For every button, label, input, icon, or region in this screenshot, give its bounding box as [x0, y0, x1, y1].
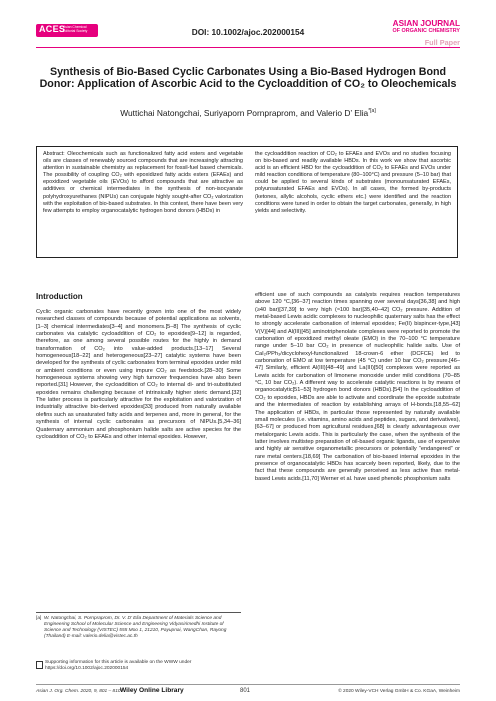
- journal-name-line1: ASIAN JOURNAL: [392, 19, 460, 28]
- footnote-text: W. Natongchai, S. Pornpraprom, Dr. V. D’ Elia Department of Materials Science and Engineering School of Molecular Science and Engineering Vidyasirimedhi Institute of Science and Technology (VISTEC) 555 Moo 1, 21210, Payupnai, WangChan, Rayong (Thailand) E-mail: valerio.delia@vistec.ac.th: [44, 616, 227, 639]
- author-names: Wuttichai Natongchai, Suriyaporn Pornpraprom, and Valerio D’ Elia: [120, 108, 369, 118]
- journal-logo: [393, 20, 460, 34]
- affiliation-footnote: [36, 616, 241, 640]
- wiley-online-library-logo[interactable]: Wiley Online Library: [120, 687, 184, 694]
- header-divider: [36, 47, 460, 48]
- article-title: Synthesis of Bio-Based Cyclic Carbonates Using a Bio-Based Hydrogen Bond Donor: Application of Ascorbic Acid to the Cycloaddition of CO₂ to Oleochemicals: [39, 66, 457, 90]
- doi-link[interactable]: DOI: 10.1002/ajoc.202000154: [191, 27, 305, 37]
- document-icon: [36, 661, 43, 669]
- abstract-right-column: the cycloaddition reaction of CO₂ to EFAEs and EVOs and no studies focusing on bio-based and readily available HBDs. In this work we show that ascorbic acid is an efficient HBD for the cycloaddition of CO₂ to EFAEs and EVOs under mild reaction conditions of temperature (80–100°C) and pressure (5–10 bar) that could be applied to several kinds of substrates (monounsaturated EFAEs, polyunsaturated EFAEs and EVOs). In all cases, the formed by-products (ketones, allylic alcohols, cyclic ethers etc.) were identified and the reaction conditions were tuned in order to obtain the target carbonates, generally, in high yields and selectivity.: [255, 151, 451, 214]
- article-type: Full Paper: [424, 38, 460, 47]
- abstract-left-column: Abstract: Oleochemicals such as functionalized fatty acid esters and vegetable oils are classes of renewably sourced compounds that are increasingly attracting attention in sustainable chemistry as replacement for fossil-fuel based chemicals. The possibility of coupling CO₂ with epoxidized fatty acids esters (EFAEs) and epoxidized vegetable oils (EVOs) to afford compounds that are attractive as additives or chemical intermediates in the synthesis of non-isocyanate polyhydroxyurethanes (NIPUs) can conjugate highly sought-after CO₂ valorization with the exploitation of bio-based substrates. In this context, there have been very few attempts to employ organocatalytic hydrogen bond donors (HBDs) in: [43, 151, 243, 214]
- footnote-label: [a]: [36, 616, 42, 621]
- footer-copyright: © 2020 Wiley-VCH Verlag GmbH & Co. KGaA, Weinheim: [338, 689, 460, 694]
- body-right-column: efficient use of such compounds as catalysts requires reaction temperatures above 120 °C,[36–37] reaction times spanning over several days[36,38] and high (≥40 bar)[37,39] to very high (≈100 bar)[35,40–42] CO₂ pressure. Addition of metal-based Lewis acidic complexes to nucleophilic quaternary salts has the effect to strongly accelerate carbonation of internal epoxides; Fe(II) bispincer-type,[43] V(V)[44] and Al(III)[45] aminotriphenolate complexes were reported to promote the carbonation of epoxidized methyl oleate (EMO) in the 70–100 °C temperature range under 5–10 bar CO₂ in presence of nucleophilic halide salts. Use of CaI₂/PPh₃/dicyclohexyl-functionalized 18-crown-6 ether (DCFCE) led to carbonation of EMO at low temperature (45 °C) under 10 bar CO₂ pressure.[46–47] Similarly, efficient Al(III)[48–49] and La(III)[50] complexes were reported as Lewis acids for carbonation of limonene monoxide under mild conditions (70–85 °C, 10 bar CO₂). A different way to accelerate catalytic reactions is by means of organocatalytic[51–53] hydrogen bond donors (HBDs).[54] In the cycloaddition of CO₂ to epoxides, HBDs are able to activate and coordinate the epoxide substrate and the intermediates of reaction by establishing arrays of H-bonds.[18,55–62] The application of HBDs, in particular those represented by naturally available small molecules (i.e. vitamins, amino acids and peptides, sugars, and derivatives),[63–67] or produced from agricultural residues,[68] is clearly advantageous over metalorganic Lewis acids. This is particularly the case, when the synthesis of the latter involves multistep preparation of oil-based organic ligands, use of expensive and highly air sensitive organometallic precursors or potentially “endangered” or rare metal centers.[18,69] The carbonation of bio-based internal epoxides in the presence of organocatalytic HBDs has scarcely been reported, likely, due to the fact that these compounds are generally perceived as less active than metal-based Lewis acids.[11,70] Werner et al. have used phenolic phosphonium salts: [255, 292, 460, 482]
- author-list: [36, 108, 460, 118]
- footnote-divider: [36, 612, 241, 613]
- abstract-box: [36, 146, 458, 258]
- author-affiliation-marks: *[a]: [368, 108, 376, 115]
- page-number: 801: [240, 688, 251, 694]
- journal-name-line2: OF ORGANIC CHEMISTRY: [392, 28, 460, 34]
- footer-citation: Asian J. Org. Chem. 2020, 9, 801 – 810: [36, 689, 121, 694]
- aces-logo-text: ACES: [39, 24, 66, 34]
- footer-divider: [36, 684, 460, 685]
- introduction-heading: Introduction: [36, 292, 83, 301]
- supporting-info-link[interactable]: Supporting information for this article is available on the WWW under https://doi.org/10.1002/ajoc.202000154: [45, 660, 192, 671]
- body-left-column: Cyclic organic carbonates have recently grown into one of the most widely researched classes of compounds because of potential applications as solvents,[1–3] chemical intermediates[3–4] and monomers.[5–8] The synthesis of cyclic carbonates via catalytic cycloaddition of CO₂ to epoxides[9–12] is regarded, therefore, as one among several possible routes for the highly in demand transformation of CO₂ into value-added products.[13–17] Several homogeneous[18–22] and heterogeneous[23–27] catalytic systems have been developed for the synthesis of cyclic carbonates from terminal epoxides under mild or ambient conditions or even using impure CO₂ as feedstock.[28–30] Some homogeneous systems showing very high turnover frequencies have also been reported.[31] However, the cycloaddition of CO₂ to internal di- and tri-substituted epoxides remains challenging because of intrinsically higher steric demand.[32] The latter process is particularly attractive for the exploitation and valorization of industrially attractive bio-derived epoxides[33] produced from naturally available olefins such as unsaturated fatty acids and terpenes and, more in general, for the synthesis of internal cyclic carbonates as precursors of NIPUs.[5,34–36] Quaternary ammonium and phosphonium halide salts are active species for the cycloaddition of CO₂ to EFAEs and other internal epoxides. However,: [36, 309, 241, 440]
- aces-logo-subtext: Asian Chemical Editorial Society: [63, 25, 88, 33]
